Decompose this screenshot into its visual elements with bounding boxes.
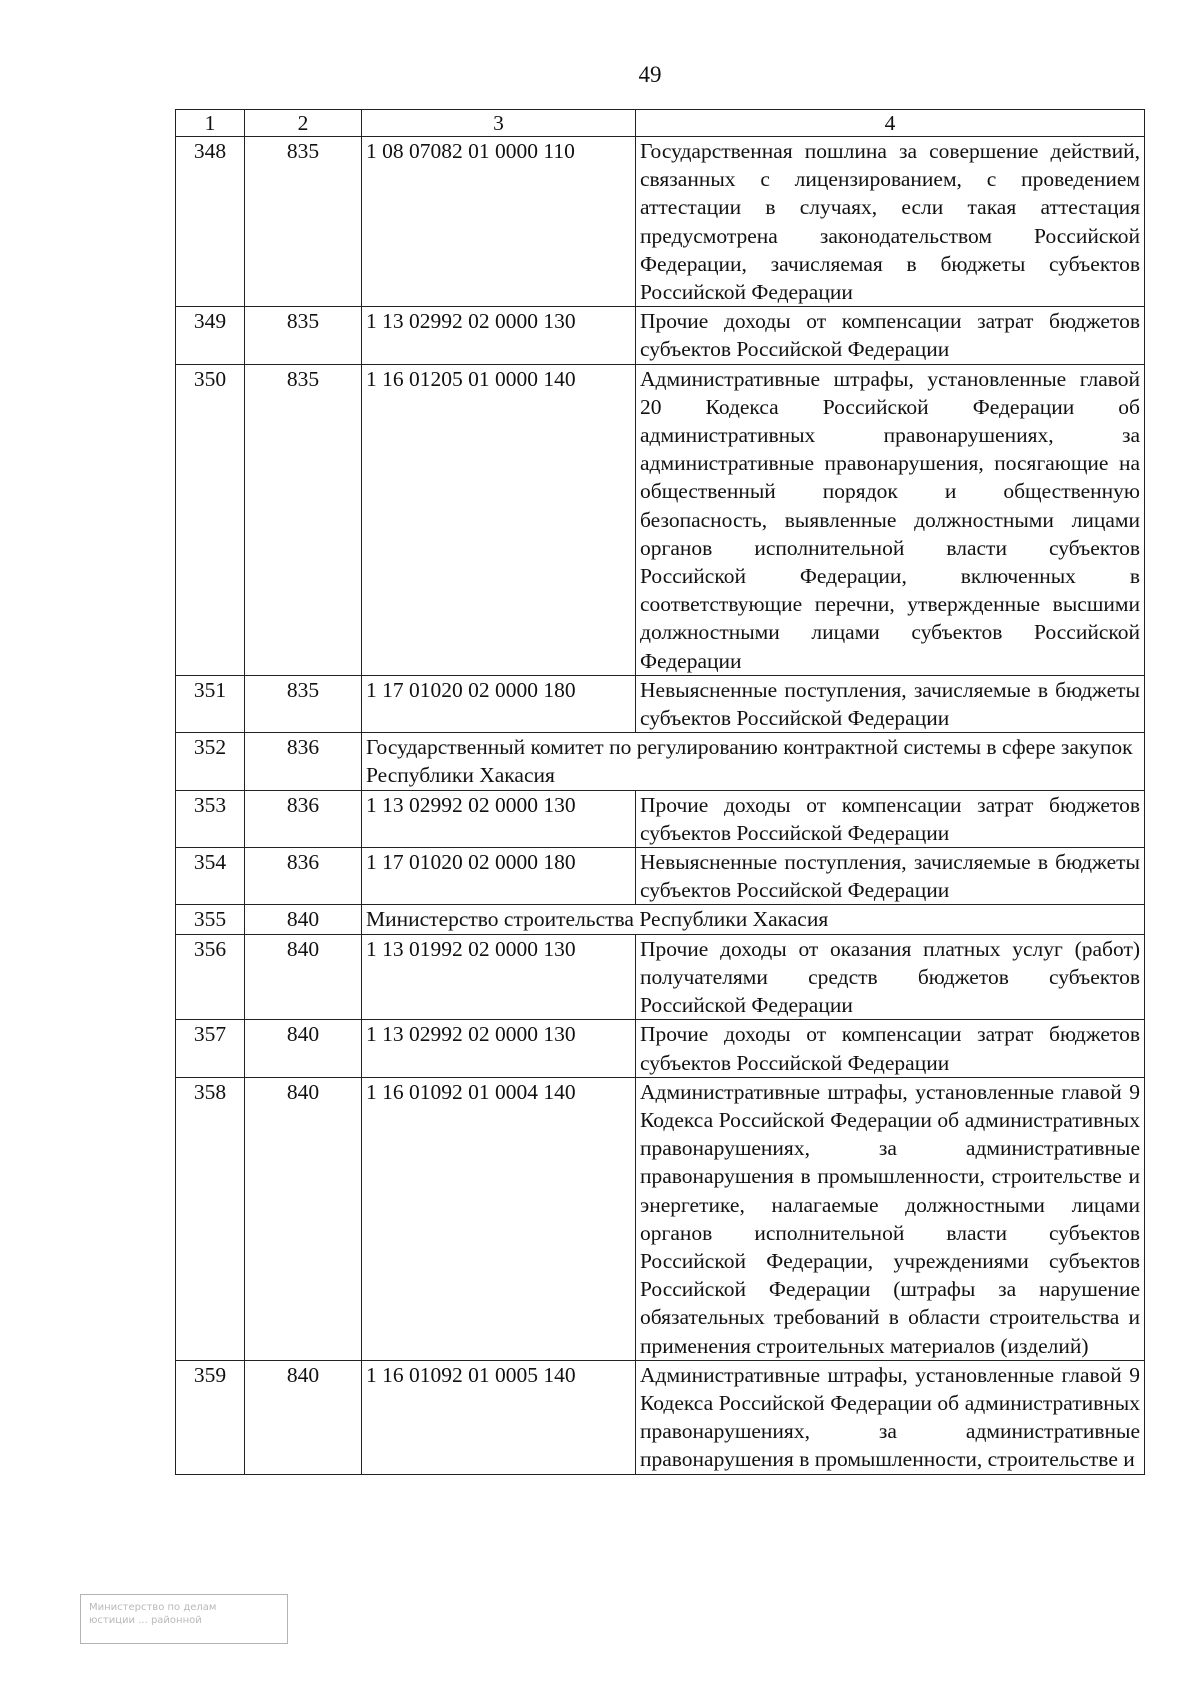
admin-code: 836 [245, 790, 362, 847]
table-header-row [176, 110, 1145, 137]
admin-code: 840 [245, 1020, 362, 1077]
row-number: 353 [176, 790, 245, 847]
revenue-description: Административные штрафы, установленные главой 9 Кодекса Российской Федерации об административных правонарушениях, за административные правонарушения в промышленности, строительстве и энергетике, налагаемые должностными лицами органов исполнительной власти субъектов Российской Федерации, учреждениями субъектов Российской Федерации (штрафы за нарушение обязательных требований в области строительства и применения строительных материалов (изделий) [636, 1077, 1145, 1360]
table-row [176, 1360, 1145, 1474]
budget-code: 1 16 01205 01 0000 140 [362, 364, 636, 675]
budget-code: 1 17 01020 02 0000 180 [362, 675, 636, 732]
row-number: 352 [176, 733, 245, 790]
revenue-description: Административные штрафы, установленные главой 9 Кодекса Российской Федерации об административных правонарушениях, за административные правонарушения в промышленности, строительстве и [636, 1360, 1145, 1474]
revenue-description: Прочие доходы от компенсации затрат бюджетов субъектов Российской Федерации [636, 307, 1145, 364]
revenue-description: Прочие доходы от компенсации затрат бюджетов субъектов Российской Федерации [636, 790, 1145, 847]
administrator-name: Министерство строительства Республики Хакасия [362, 905, 1145, 934]
revenue-description: Государственная пошлина за совершение действий, связанных с лицензированием, с проведением аттестации в случаях, если такая аттестация предусмотрена законодательством Российской Федерации, зачисляемая в бюджеты субъектов Российской Федерации [636, 137, 1145, 307]
budget-code: 1 16 01092 01 0004 140 [362, 1077, 636, 1360]
table-row [176, 137, 1145, 307]
table-row [176, 1077, 1145, 1360]
admin-code: 835 [245, 307, 362, 364]
budget-code: 1 13 02992 02 0000 130 [362, 1020, 636, 1077]
stamp-line: юстиции ... районной [89, 1615, 202, 1626]
budget-code: 1 08 07082 01 0000 110 [362, 137, 636, 307]
row-number: 359 [176, 1360, 245, 1474]
admin-code: 835 [245, 364, 362, 675]
revenue-admin-table [175, 109, 1145, 1475]
admin-code: 836 [245, 733, 362, 790]
faded-stamp [80, 1594, 288, 1644]
row-number: 357 [176, 1020, 245, 1077]
table-row [176, 848, 1145, 905]
header-col-3: 3 [362, 110, 636, 137]
revenue-description: Невыясненные поступления, зачисляемые в бюджеты субъектов Российской Федерации [636, 848, 1145, 905]
table-row-administrator [176, 905, 1145, 934]
budget-code: 1 17 01020 02 0000 180 [362, 848, 636, 905]
header-col-4: 4 [636, 110, 1145, 137]
admin-code: 836 [245, 848, 362, 905]
table-row [176, 1020, 1145, 1077]
row-number: 354 [176, 848, 245, 905]
stamp-line: Министерство по делам [89, 1602, 217, 1613]
admin-code: 840 [245, 1360, 362, 1474]
table-row [176, 307, 1145, 364]
row-number: 356 [176, 934, 245, 1020]
revenue-description: Невыясненные поступления, зачисляемые в бюджеты субъектов Российской Федерации [636, 675, 1145, 732]
page-number: 49 [638, 62, 662, 87]
table-row [176, 675, 1145, 732]
table-row-administrator [176, 733, 1145, 790]
budget-code: 1 13 02992 02 0000 130 [362, 790, 636, 847]
header-col-2: 2 [245, 110, 362, 137]
table-row [176, 934, 1145, 1020]
admin-code: 840 [245, 905, 362, 934]
row-number: 351 [176, 675, 245, 732]
admin-code: 835 [245, 137, 362, 307]
row-number: 358 [176, 1077, 245, 1360]
revenue-description: Административные штрафы, установленные главой 20 Кодекса Российской Федерации об административных правонарушениях, за административные правонарушения, посягающие на общественный порядок и общественную безопасность, выявленные должностными лицами органов исполнительной власти субъектов Российской Федерации, включенных в соответствующие перечни, утвержденные высшими должностными лицами субъектов Российской Федерации [636, 364, 1145, 675]
row-number: 355 [176, 905, 245, 934]
admin-code: 840 [245, 1077, 362, 1360]
admin-code: 835 [245, 675, 362, 732]
revenue-description: Прочие доходы от оказания платных услуг (работ) получателями средств бюджетов субъектов Российской Федерации [636, 934, 1145, 1020]
budget-code: 1 13 02992 02 0000 130 [362, 307, 636, 364]
table-row [176, 790, 1145, 847]
budget-code: 1 16 01092 01 0005 140 [362, 1360, 636, 1474]
row-number: 349 [176, 307, 245, 364]
administrator-name: Государственный комитет по регулированию контрактной системы в сфере закупок Республики Хакасия [362, 733, 1145, 790]
header-col-1: 1 [176, 110, 245, 137]
row-number: 348 [176, 137, 245, 307]
admin-code: 840 [245, 934, 362, 1020]
table-row [176, 364, 1145, 675]
budget-code: 1 13 01992 02 0000 130 [362, 934, 636, 1020]
revenue-description: Прочие доходы от компенсации затрат бюджетов субъектов Российской Федерации [636, 1020, 1145, 1077]
row-number: 350 [176, 364, 245, 675]
